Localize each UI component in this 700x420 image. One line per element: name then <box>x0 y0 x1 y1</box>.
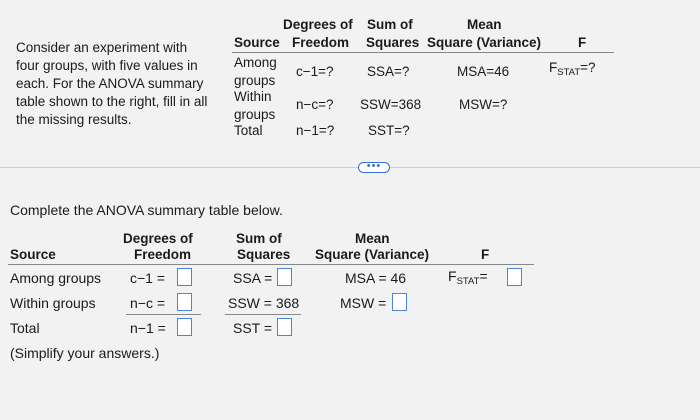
header-f: F <box>578 35 587 50</box>
df-among-input[interactable] <box>177 268 192 286</box>
total-divider-df <box>126 314 201 315</box>
msa-value: MSA = 46 <box>345 270 407 286</box>
form-instruction: Complete the ANOVA summary table below. <box>10 202 283 218</box>
intro-line: the missing results. <box>16 112 132 127</box>
row-ss: SST=? <box>368 123 410 138</box>
df-label: n−c = <box>130 295 166 311</box>
row-df: n−1=? <box>296 123 335 138</box>
fstat-input[interactable] <box>507 268 522 286</box>
intro-line: each. For the ANOVA summary <box>16 76 204 91</box>
df-label: n−1 = <box>130 320 166 336</box>
row-source: Among <box>234 55 277 70</box>
ssw-value: SSW = 368 <box>228 295 300 311</box>
header-squares: Squares <box>366 35 420 50</box>
df-label: c−1 = <box>130 270 166 286</box>
df-within-input[interactable] <box>177 293 192 311</box>
ss-label: SST = <box>233 320 273 336</box>
header-mean: Mean <box>355 231 390 246</box>
row-source: Within <box>234 89 272 104</box>
row-ss: SSA=? <box>367 64 410 79</box>
row-source: Total <box>234 123 263 138</box>
row-source: Within groups <box>10 295 96 311</box>
row-df: n−c=? <box>296 97 334 112</box>
header-sum-of: Sum of <box>367 17 413 32</box>
fstat-label: $F_{STAT}=$ <box>448 268 488 287</box>
row-source: Total <box>10 320 40 336</box>
header-mean: Mean <box>467 17 502 32</box>
header-source: Source <box>234 35 280 50</box>
row-fstat: $F_{STAT}=$? <box>549 60 596 78</box>
ms-label: MSW = <box>340 295 387 311</box>
row-ss: SSW=368 <box>360 97 422 112</box>
header-f: F <box>481 247 490 262</box>
row-df: c−1=? <box>296 64 334 79</box>
header-square-variance: Square (Variance) <box>427 35 542 50</box>
sst-input[interactable] <box>277 318 292 336</box>
header-degrees-of: Degrees of <box>123 231 193 246</box>
ss-label: SSA = <box>233 270 273 286</box>
header-sum-of: Sum of <box>236 231 282 246</box>
header-freedom: Freedom <box>292 35 350 50</box>
row-ms: MSA=46 <box>457 64 510 79</box>
intro-line: table shown to the right, fill in all <box>16 94 208 109</box>
ssa-input[interactable] <box>277 268 292 286</box>
intro-line: Consider an experiment with <box>16 40 188 55</box>
problem-statement <box>16 39 207 129</box>
intro-line: four groups, with five values in <box>16 58 198 73</box>
row-source: Among groups <box>10 270 102 286</box>
header-degrees-of: Degrees of <box>283 17 353 32</box>
header-source: Source <box>10 247 56 262</box>
msw-input[interactable] <box>392 293 407 311</box>
expand-more-button[interactable]: ••• <box>358 162 390 173</box>
row-source: groups <box>234 107 276 122</box>
header-squares: Squares <box>237 247 291 262</box>
header-square-variance: Square (Variance) <box>315 247 430 262</box>
simplify-note: (Simplify your answers.) <box>10 345 160 361</box>
header-divider <box>232 52 614 53</box>
total-divider-ss <box>225 314 301 315</box>
header-freedom: Freedom <box>134 247 192 262</box>
header-divider <box>8 264 534 265</box>
section-divider <box>0 167 700 168</box>
row-ms: MSW=? <box>459 97 508 112</box>
df-total-input[interactable] <box>177 318 192 336</box>
row-source: groups <box>234 73 276 88</box>
